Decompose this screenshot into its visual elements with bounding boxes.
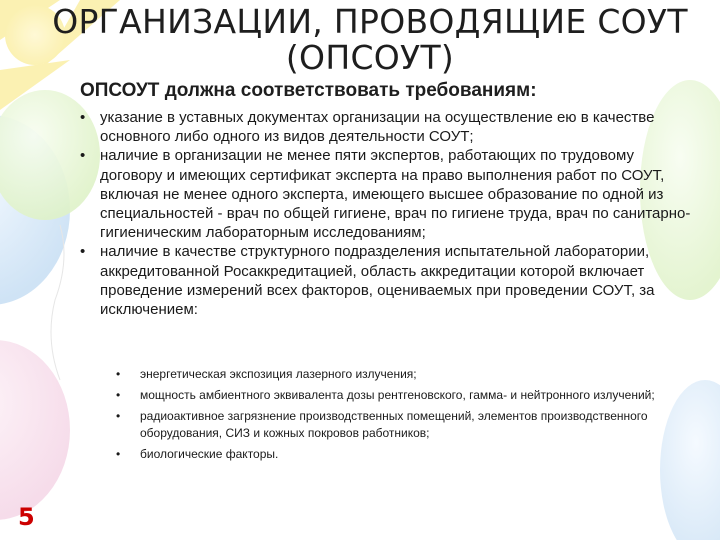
slide-title bbox=[40, 4, 700, 76]
slide-number: 5 bbox=[18, 503, 35, 531]
exception-item: • биологические факторы. bbox=[112, 446, 672, 463]
exception-item: • мощность амбиентного эквивалента дозы рентгеновского, гамма- и нейтронного излучений; bbox=[112, 387, 672, 404]
exception-item: • энергетическая экспозиция лазерного излучения; bbox=[112, 366, 672, 383]
requirement-item: • наличие в качестве структурного подразделения испытательной лаборатории, аккредитованной Росаккредитацией, область аккредитации которой включает проведение измерений всех факторов, оцениваемых при проведении СОУТ, за исключением: bbox=[78, 242, 693, 319]
title-line-2: (ОПСОУТ) bbox=[285, 38, 455, 77]
requirements-list bbox=[78, 108, 693, 319]
requirement-item: • указание в уставных документах организации на осуществление ею в качестве основного либо одного из видов деятельности СОУТ; bbox=[78, 108, 693, 146]
title-line-1: ОРГАНИЗАЦИИ, ПРОВОДЯЩИЕ СОУТ bbox=[52, 2, 688, 41]
exceptions-list bbox=[112, 366, 672, 467]
requirement-item: • наличие в организации не менее пяти экспертов, работающих по трудовому договору и имеющих сертификат эксперта на право выполнения работ по СОУТ, включая не менее одного эксперта, имеющего высшее образование по одной из специальностей - врач по общей гигиене, врач по гигиене труда, врач по санитарно-гигиеническим лабораторным исследованиям; bbox=[78, 146, 693, 242]
exception-item: • радиоактивное загрязнение производственных помещений, элементов производственного оборудования, СИЗ и кожных покровов работников; bbox=[112, 408, 672, 442]
slide-subtitle: ОПСОУТ должна соответствовать требованиям: bbox=[80, 80, 537, 101]
